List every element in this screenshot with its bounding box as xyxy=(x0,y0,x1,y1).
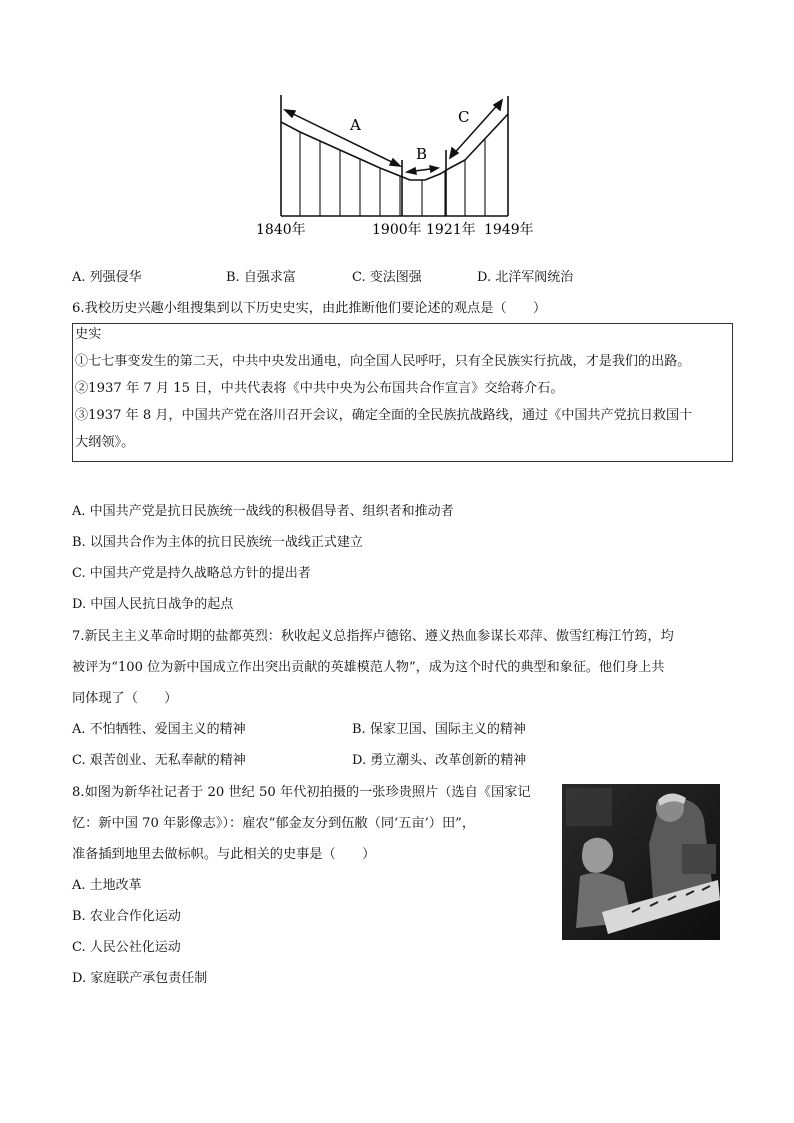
q7-option-b: B. 保家卫国、国际主义的精神 xyxy=(352,722,526,737)
q6-option-a: A. 中国共产党是抗日民族统一战线的积极倡导者、组织者和推动者 xyxy=(72,504,454,519)
q5-option-b: B. 自强求富 xyxy=(226,270,296,285)
q8-option-a: A. 土地改革 xyxy=(72,878,142,893)
q8-stem-line-1: 8.如图为新华社记者于 20 世纪 50 年代初拍摄的一张珍贵照片（选自《国家记 xyxy=(72,785,531,800)
history-trend-figure xyxy=(250,88,550,240)
year-label-1900: 1900年 xyxy=(372,222,422,238)
arrow-a-head-left xyxy=(285,110,295,117)
evidence-box xyxy=(72,323,733,462)
q5-option-c: C. 变法图强 xyxy=(352,270,422,285)
q7-stem-line-1: 7.新民主主义革命时期的盐都英烈：秋收起义总指挥卢德铭、遵义热血参谋长邓萍、傲雪红梅江竹筠，均 xyxy=(72,629,674,644)
arrow-b-head-left xyxy=(407,168,416,174)
arrow-a-head-right xyxy=(390,159,400,166)
q7-option-c: C. 艰苦创业、无私奉献的精神 xyxy=(72,753,246,768)
q7-stem-line-2: 被评为“100 位为新中国成立作出突出贡献的英雄模范人物”，成为这个时代的典型和象征。他们身上共 xyxy=(72,660,665,675)
segment-label-b: B xyxy=(416,145,428,163)
year-label-1921: 1921年 xyxy=(426,222,476,238)
q8-option-b: B. 农业合作化运动 xyxy=(72,909,181,924)
q8-stem-line-3: 准备插到地里去做标帜。与此相关的史事是（ ） xyxy=(72,847,376,862)
evidence-item-3-cont: 大纲领》。 xyxy=(75,435,135,450)
arrow-a xyxy=(285,110,400,166)
photo-drawing xyxy=(562,784,720,940)
land-reform-photo xyxy=(562,784,720,940)
year-label-1949: 1949年 xyxy=(484,222,534,238)
q7-option-a: A. 不怕牺牲、爱国主义的精神 xyxy=(72,722,246,737)
q5-option-d: D. 北洋军阀统治 xyxy=(477,270,574,285)
q8-option-c: C. 人民公社化运动 xyxy=(72,940,181,955)
year-label-1840: 1840年 xyxy=(256,222,306,238)
q6-stem: 6.我校历史兴趣小组搜集到以下历史史实，由此推断他们要论述的观点是（ ） xyxy=(72,301,547,316)
q6-option-b: B. 以国共合作为主体的抗日民族统一战线正式建立 xyxy=(72,535,363,550)
segment-label-c: C xyxy=(458,108,470,126)
q7-option-d: D. 勇立潮头、改革创新的精神 xyxy=(352,753,527,768)
arrow-b-head-right xyxy=(430,166,438,172)
evidence-box-header: 史实 xyxy=(75,327,102,342)
q8-stem-line-2: 忆：新中国 70 年影像志》）：雇农“郁金友分到伍敝（同‘五亩’）田”， xyxy=(72,816,476,831)
figure-axes xyxy=(281,95,508,216)
q6-option-d: D. 中国人民抗日战争的起点 xyxy=(72,597,234,612)
evidence-item-3: ③1937 年 8 月，中国共产党在洛川召开会议，确定全面的全民族抗战路线，通过《中国共产党抗日救国十 xyxy=(75,408,693,423)
evidence-item-2: ②1937 年 7 月 15 日，中共代表将《中共中央为公布国共合作宣言》交给蒋介石。 xyxy=(75,381,564,396)
segment-label-a: A xyxy=(350,116,361,134)
evidence-item-1: ①七七事变发生的第二天，中共中央发出通电，向全国人民呼吁，只有全民族实行抗战，才是我们的出路。 xyxy=(75,354,691,369)
q8-option-d: D. 家庭联产承包责任制 xyxy=(72,971,208,986)
q5-option-a: A. 列强侵华 xyxy=(72,270,142,285)
q7-stem-line-3: 同体现了（ ） xyxy=(72,691,178,706)
q6-option-c: C. 中国共产党是持久战略总方针的提出者 xyxy=(72,566,311,581)
